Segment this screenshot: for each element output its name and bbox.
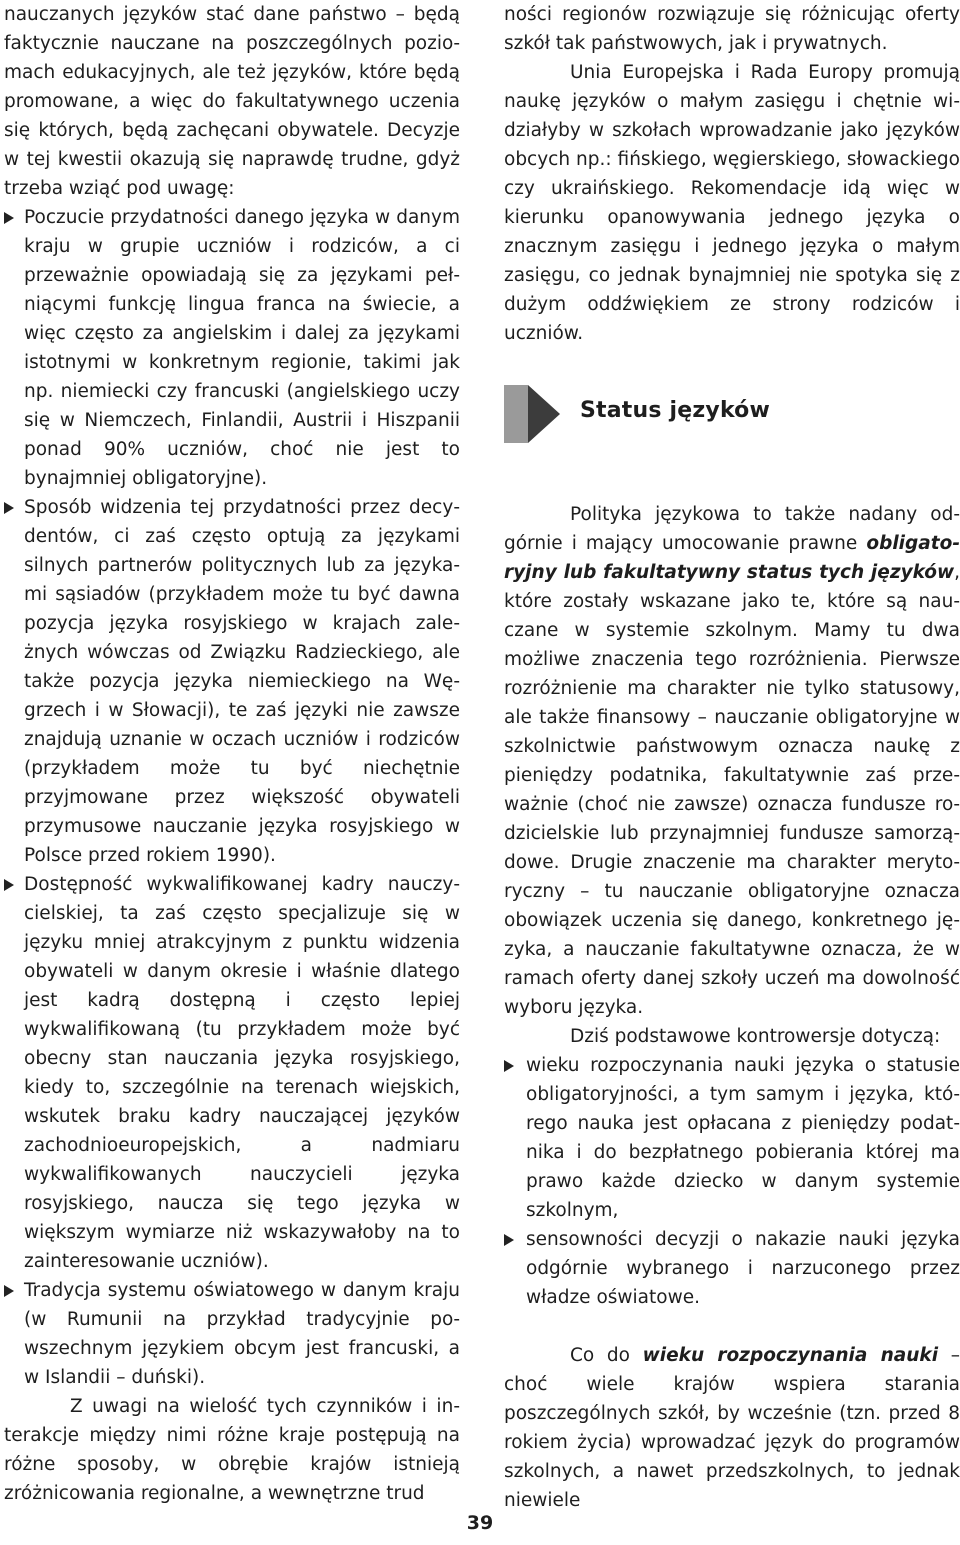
list-item [4, 870, 460, 1276]
section-heading [504, 385, 960, 443]
section-title: Status języków [580, 398, 771, 423]
age-paragraph [504, 1341, 960, 1515]
controversy-intro: Dziś podstawowe kontrowersje dotyczą: [570, 1026, 941, 1047]
triangle-bullet-icon [4, 212, 14, 224]
list-item-text: Tradycja systemu oświatowego w danym kraju (w Rumunii na przykład tradycyjnie powszechnym językiem obcym jest francuski, a w Islandii – duński). [24, 1280, 460, 1388]
list-item-text: Poczucie przydatności danego języka w danym kraju w grupie uczniów i rodziców, a ci przeważnie opowiadają się za językami pełniącymi funkcję lingua franca na świecie, a więc często za angielskim i dalej za językami istotnymi w konkretnym regionie, takimi jak np. niemiecki czy francuski (angielskiego uczy się w Niemczech, Finlandii, Austrii i Hiszpanii ponad 90% uczniów, choć nie jest to bynajmniej obligatoryjne). [24, 207, 460, 489]
list-item-text: sensowności decyzji o nakazie nauki języka odgórnie wybranego i narzuconego przez władze oświatowe. [526, 1229, 960, 1308]
factors-list [4, 203, 460, 1392]
intro-paragraph: nauczanych języków stać dane państwo – będą faktycznie nauczane na poszczególnych poziomach edukacyjnych, ale też języków, które będą promowane, a więc do fakultatywnego uczenia się których, będą zachęcani obywatele. Decyzje w tej kwestii okazują się naprawdę trudne, gdyż trzeba wziąć pod uwagę: [4, 4, 460, 199]
triangle-bullet-icon [504, 1234, 514, 1246]
list-item [4, 203, 460, 493]
controversy-list [504, 1051, 960, 1312]
list-item [504, 1225, 960, 1312]
status-paragraph [504, 500, 960, 1022]
status-text-end: , które zostały wskazane jako te, które są nauczane w systemie szkolnym. Mamy tu dwa możliwe znaczenia tego rozróżnienia. Pierwsze rozróżnienie ma charakter nie tylko statusowy, ale także finansowy – nauczanie obligatoryjne w szkolnictwie państwowym oznacza naukę z pieniędzy podatnika, fakultatywnie zaś przeważnie (choć nie zawsze) oznacza fundusze rodzicielskie lub przynajmniej fundusze samorządowe. Drugie znaczenie ma charakter merytoryczny – tu nauczanie obligatoryjne oznacza obowiązek uczenia się danego, konkretnego języka, a nauczanie fakultatywne oznacza, że w ramach oferty danej szkoły uczeń ma dowolność wyboru języka. [504, 562, 960, 1018]
triangle-bullet-icon [4, 502, 14, 514]
list-item-text: Sposób widzenia tej przydatności przez decydentów, ci zaś często optują za językami silnych partnerów politycznych lub za językami sąsiadów (przykładem może tu być dawna pozycja języka rosyjskiego w krajach zależnych wówczas od Związku Radzieckiego, ale także pozycja języka niemieckiego na Węgrzech i w Słowacji), te zaś języki nie zawsze znajdują uznanie w oczach uczniów i rodziców (przykładem może tu być niechętnie przyjmowane przez większość obywateli przymusowe nauczanie języka rosyjskiego w Polsce przed rokiem 1990). [24, 497, 460, 866]
triangle-bullet-icon [504, 1060, 514, 1072]
continued-paragraph: ności regionów rozwiązuje się różnicując oferty szkół tak państwowych, jak i prywatnych. [504, 4, 960, 54]
closing-paragraph: Z uwagi na wielość tych czynników i interakcje między nimi różne kraje postępują na różne sposoby, w obrębie krajów istnieją zróżnicowania regionalne, a wewnętrzne trud [4, 1396, 460, 1504]
list-item [4, 493, 460, 870]
status-text-start: Polityka językowa to także nadany odgórnie i mający umocowanie prawne [504, 504, 960, 554]
list-item-text: Dostępność wykwalifikowanej kadry nauczycielskiej, ta zaś często specjalizuje się w języku mniej atrakcyjnym z punktu widzenia obywateli w danym okresie i właśnie dlatego jest kadrą dostępną i często lepiej wykwalifikowaną (tu przykładem może być obecny stan nauczania języka rosyjskiego, kiedy to, szczególnie na terenach wiejskich, wskutek braku kadry nauczającej języków zachodnioeuropejskich, a nadmiaru wykwalifikowanych nauczycieli języka rosyjskiego, naucza się tego języka w większym wymiarze niż wskazywałoby na to zainteresowanie uczniów). [24, 874, 460, 1272]
age-text-start: Co do [570, 1345, 643, 1366]
page-number: 39 [466, 1512, 494, 1534]
eu-paragraph: Unia Europejska i Rada Europy promują naukę języków o małym zasięgu i chętnie widziałyby w szkołach wprowadzanie jako języków obcych np.: fińskiego, węgierskiego, słowackiego czy ukraińskiego. Rekomendacje idą więc w kierunku opanowywania jednego języka o znacznym zasięgu i jednego języka o małym zasięgu, co jednak bynajmniej nie spotyka się z dużym oddźwiękiem ze strony rodziców i uczniów. [504, 62, 960, 344]
left-column [4, 0, 460, 1508]
triangle-bullet-icon [4, 879, 14, 891]
paragraph-spacer [504, 1312, 960, 1341]
list-item [504, 1051, 960, 1225]
section-arrow-icon [504, 385, 560, 443]
list-item [4, 1276, 460, 1392]
list-item-text: wieku rozpoczynania nauki języka o statusie obligatoryjności, a tym samym i języka, którego nauka jest opłacana z pieniędzy podatnika i do bezpłatnego pobierania której ma prawo każde dziecko w danym systemie szkolnym, [526, 1055, 960, 1221]
triangle-bullet-icon [4, 1285, 14, 1297]
right-column [504, 0, 960, 1515]
age-text-end: – choć wiele krajów wspiera starania poszczególnych szkół, by wcześnie (tzn. przed 8 rokiem życia) wprowadzać język do programów szkolnych, a nawet przedszkolnych, to jednak niewiele [504, 1345, 960, 1511]
status-emphasis: obligatoryjny lub fakultatywny status tych języków [504, 533, 960, 583]
age-emphasis: wieku rozpoczynania nauki [642, 1345, 939, 1366]
